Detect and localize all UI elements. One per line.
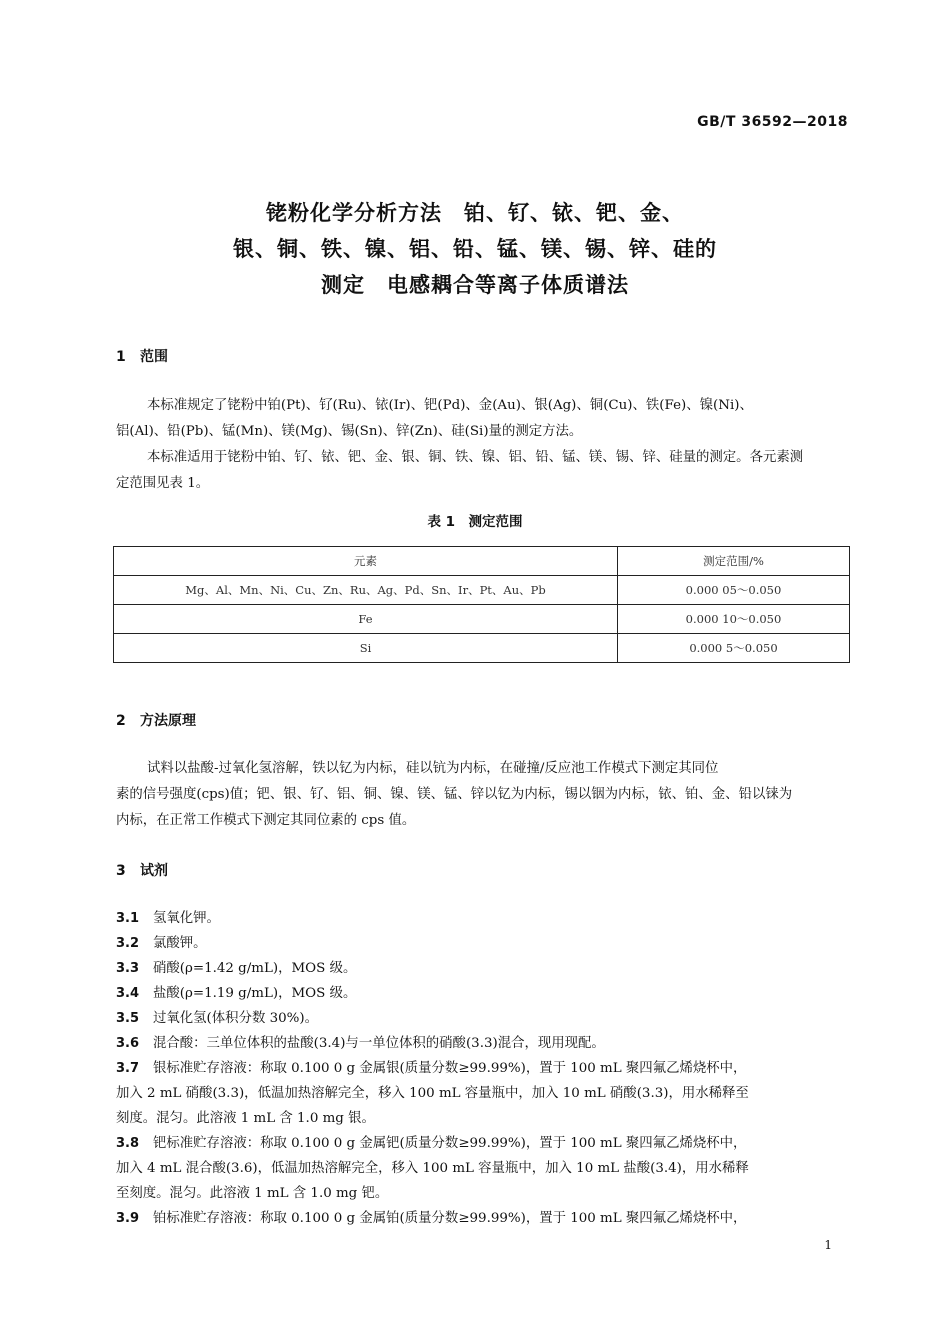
reagent-text: 加入 4 mL 混合酸(3.6)，低温加热溶解完全，移入 100 mL 容量瓶中，加入 10 mL 盐酸(3.4)，用水稀释 xyxy=(116,1161,749,1176)
reagent-text: 铂标准贮存溶液：称取 0.100 0 g 金属铂(质量分数≥99.99%)，置于 100 mL 聚四氟乙烯烧杯中， xyxy=(153,1211,747,1226)
principle-line3: 内标，在正常工作模式下测定其同位素的 cps 值。 xyxy=(116,813,416,828)
cell-range: 0.000 10～0.050 xyxy=(618,605,850,634)
reagent-text: 刻度。混匀。此溶液 1 mL 含 1.0 mg 银。 xyxy=(116,1111,375,1126)
section-heading-reagents xyxy=(116,860,168,880)
reagent-text: 银标准贮存溶液：称取 0.100 0 g 金属银(质量分数≥99.99%)，置于 100 mL 聚四氟乙烯烧杯中， xyxy=(153,1061,747,1076)
section-number: 1 xyxy=(116,349,126,365)
cell-elements: Fe xyxy=(114,605,618,634)
title-line-1: 铑粉化学分析方法 铂、钌、铱、钯、金、 xyxy=(266,201,684,225)
header-element: 元素 xyxy=(114,547,618,576)
reagent-text: 盐酸(ρ=1.19 g/mL)，MOS 级。 xyxy=(153,986,357,1001)
reagent-item xyxy=(116,1206,850,1231)
section-heading-scope xyxy=(116,346,168,366)
title-line-3: 测定 电感耦合等离子体质谱法 xyxy=(321,273,629,297)
scope-paragraph xyxy=(116,393,850,497)
reagent-number: 3.3 xyxy=(116,961,140,976)
reagent-item xyxy=(116,981,850,1006)
scope-p2-line2: 定范围见表 1。 xyxy=(116,476,210,491)
measurement-range-table xyxy=(113,546,850,663)
section-heading-principle xyxy=(116,710,196,730)
section-title: 试剂 xyxy=(140,863,168,879)
section-number: 2 xyxy=(116,713,126,729)
header-range: 测定范围/% xyxy=(618,547,850,576)
cell-elements: Mg、Al、Mn、Ni、Cu、Zn、Ru、Ag、Pd、Sn、Ir、Pt、Au、Pb xyxy=(114,576,618,605)
reagent-text: 氯酸钾。 xyxy=(153,936,207,951)
table-row xyxy=(114,605,850,634)
reagent-text: 混合酸：三单位体积的盐酸(3.4)与一单位体积的硝酸(3.3)混合，现用现配。 xyxy=(153,1036,605,1051)
title-line-2: 银、铜、铁、镍、铝、铅、锰、镁、锡、锌、硅的 xyxy=(233,237,717,261)
cell-elements: Si xyxy=(114,634,618,663)
scope-p1-line1: 本标准规定了铑粉中铂(Pt)、钌(Ru)、铱(Ir)、钯(Pd)、金(Au)、银(Ag)、铜(Cu)、铁(Fe)、镍(Ni)、 xyxy=(147,398,753,413)
reagent-text: 过氧化氢(体积分数 30%)。 xyxy=(153,1011,318,1026)
reagent-number: 3.5 xyxy=(116,1011,140,1026)
reagent-item xyxy=(116,1056,850,1131)
reagent-text: 钯标准贮存溶液：称取 0.100 0 g 金属钯(质量分数≥99.99%)，置于 100 mL 聚四氟乙烯烧杯中， xyxy=(153,1136,747,1151)
table-header-row xyxy=(114,547,850,576)
reagent-text: 氢氧化钾。 xyxy=(153,911,220,926)
section-title: 方法原理 xyxy=(140,713,196,729)
page-number: 1 xyxy=(824,1238,832,1252)
reagent-number: 3.6 xyxy=(116,1036,140,1051)
principle-line1: 试料以盐酸-过氧化氢溶解，铁以钇为内标，硅以钪为内标，在碰撞/反应池工作模式下测定其同位 xyxy=(147,761,719,776)
cell-range: 0.000 05～0.050 xyxy=(618,576,850,605)
scope-p1-line2: 铝(Al)、铅(Pb)、锰(Mn)、镁(Mg)、锡(Sn)、锌(Zn)、硅(Si)量的测定方法。 xyxy=(116,424,583,439)
table-caption: 表 1 测定范围 xyxy=(427,514,523,530)
reagent-item xyxy=(116,956,850,981)
reagent-item xyxy=(116,906,850,931)
reagent-item xyxy=(116,1006,850,1031)
section-title: 范围 xyxy=(140,349,168,365)
reagent-number: 3.9 xyxy=(116,1211,140,1226)
reagent-item xyxy=(116,931,850,956)
reagent-text: 至刻度。混匀。此溶液 1 mL 含 1.0 mg 钯。 xyxy=(116,1186,389,1201)
document-title xyxy=(0,195,950,303)
standard-code: GB/T 36592—2018 xyxy=(697,114,848,130)
reagent-number: 3.7 xyxy=(116,1061,140,1076)
reagent-text: 硝酸(ρ=1.42 g/mL)，MOS 级。 xyxy=(153,961,357,976)
scope-p2-line1: 本标准适用于铑粉中铂、钌、铱、钯、金、银、铜、铁、镍、铝、铅、锰、镁、锡、锌、硅量的测定。各元素测 xyxy=(147,450,804,465)
reagent-list xyxy=(116,906,850,1231)
reagent-number: 3.4 xyxy=(116,986,140,1001)
principle-paragraph xyxy=(116,756,850,834)
reagent-item xyxy=(116,1131,850,1206)
reagent-number: 3.1 xyxy=(116,911,140,926)
table-row xyxy=(114,634,850,663)
principle-line2: 素的信号强度(cps)值；钯、银、钌、铝、铜、镍、镁、锰、锌以钇为内标，锡以铟为内标，铱、铂、金、铅以铼为 xyxy=(116,787,793,802)
section-number: 3 xyxy=(116,863,126,879)
reagent-number: 3.2 xyxy=(116,936,140,951)
cell-range: 0.000 5～0.050 xyxy=(618,634,850,663)
reagent-text: 加入 2 mL 硝酸(3.3)，低温加热溶解完全，移入 100 mL 容量瓶中，加入 10 mL 硝酸(3.3)，用水稀释至 xyxy=(116,1086,749,1101)
reagent-item xyxy=(116,1031,850,1056)
table-row xyxy=(114,576,850,605)
reagent-number: 3.8 xyxy=(116,1136,140,1151)
